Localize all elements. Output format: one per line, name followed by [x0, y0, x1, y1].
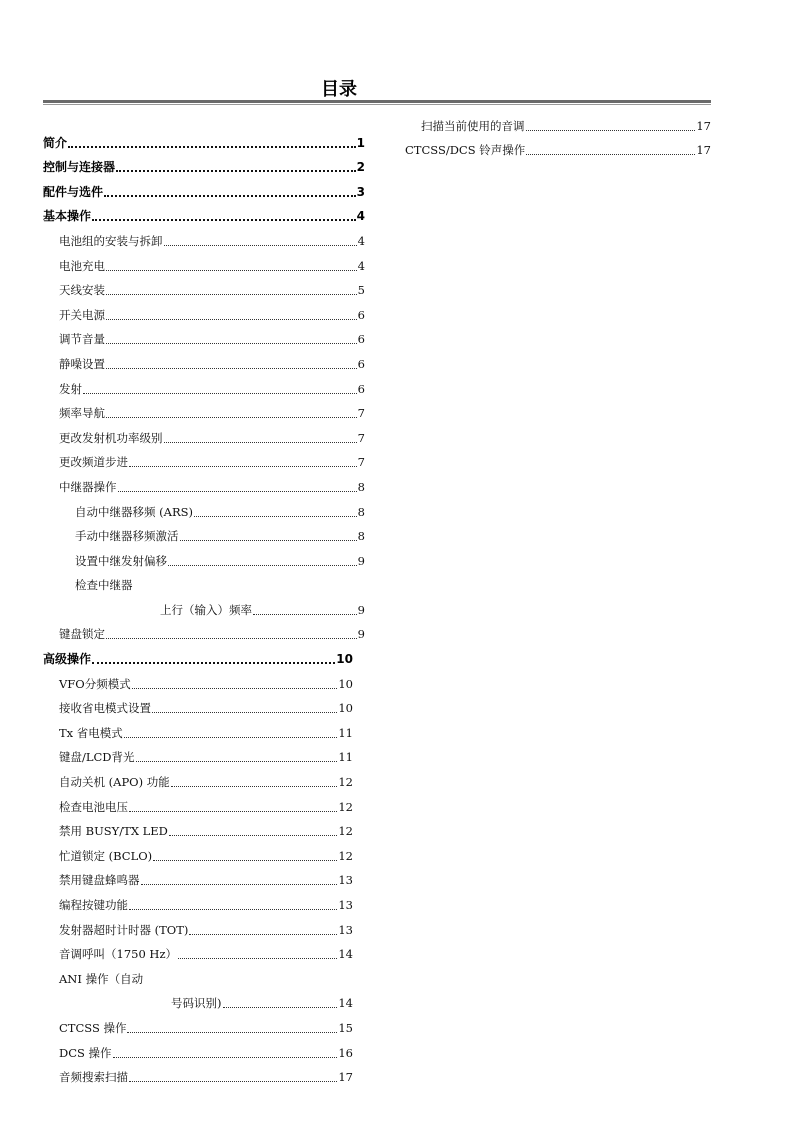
- toc-entry-label: 手动中继器移频激活: [75, 529, 179, 544]
- toc-entry-label: 键盘/LCD背光: [59, 750, 135, 765]
- toc-entry-label: 天线安装: [59, 283, 105, 298]
- toc-entry: [43, 839, 365, 864]
- toc-entry-page: 13: [338, 922, 353, 937]
- toc-entry-page: 13: [338, 898, 353, 912]
- toc-entry: [43, 224, 365, 249]
- toc-entry: [43, 274, 365, 299]
- toc-entry-label: 检查电池电压: [59, 799, 128, 814]
- toc-entry: [405, 134, 711, 158]
- toc-dot-leader: [127, 1032, 337, 1033]
- toc-entry-label: 开关电源: [59, 307, 105, 322]
- toc-entry: [43, 888, 365, 913]
- toc-entry-label: 禁用 BUSY/TX LED: [59, 824, 168, 839]
- toc-entry: [43, 815, 365, 840]
- toc-dot-leader: [164, 442, 357, 443]
- toc-dot-leader: [113, 1057, 338, 1058]
- toc-entry-page: 14: [338, 947, 353, 962]
- toc-entry-page: 17: [696, 143, 711, 157]
- toc-entry-label: 自动关机 (APO) 功能: [59, 775, 170, 790]
- toc-entry: [43, 249, 365, 274]
- toc-dot-leader: [116, 170, 356, 172]
- toc-entry-page: 10: [336, 652, 353, 667]
- toc-dot-leader: [164, 245, 357, 246]
- toc-entry-label: 电池充电: [59, 258, 105, 273]
- toc-entry-page: 3: [356, 184, 365, 199]
- toc-entry: [43, 1061, 365, 1086]
- toc-dot-leader: [129, 466, 357, 467]
- toc-entry-label: 发射器超时计时器 (TOT): [59, 922, 189, 937]
- toc-entry-page: 9: [357, 602, 365, 617]
- toc-entry-page: 12: [338, 799, 353, 814]
- toc-dot-leader: [189, 934, 337, 935]
- toc-entry-page: 12: [338, 775, 353, 790]
- toc-entry: [43, 962, 365, 987]
- toc-entry-label: 电池组的安装与拆卸: [59, 233, 163, 248]
- toc-entry-page: 6: [357, 332, 365, 347]
- toc-entry: [43, 347, 365, 372]
- toc-dot-leader: [92, 219, 356, 221]
- toc-entry-page: 15: [338, 1020, 353, 1035]
- toc-entry: [43, 864, 365, 889]
- toc-entry: [43, 200, 365, 225]
- toc-entry: [43, 421, 365, 446]
- toc-dot-leader: [106, 270, 357, 271]
- toc-entry-page: 11: [338, 750, 353, 765]
- toc-entry-page: 2: [356, 160, 365, 175]
- toc-entry-page: 12: [338, 824, 353, 839]
- toc-dot-leader: [171, 786, 338, 787]
- toc-entry: [43, 323, 365, 348]
- toc-entry-label: CTCSS 操作: [59, 1020, 127, 1035]
- toc-dot-leader: [168, 565, 357, 566]
- toc-entry: [43, 298, 365, 323]
- toc-entry-page: 10: [338, 676, 353, 691]
- toc-entry-label: 静噪设置: [59, 356, 105, 371]
- toc-entry-page: 8: [357, 479, 365, 494]
- toc-dot-leader: [106, 368, 357, 369]
- toc-entry-page: 12: [338, 848, 353, 863]
- toc-entry: [43, 1036, 365, 1061]
- toc-entry-label: 音调呼叫（1750 Hz）: [59, 947, 178, 962]
- toc-entry-label: 上行（输入）频率: [160, 602, 252, 617]
- toc-entry-label: 检查中继器: [75, 578, 133, 593]
- toc-entry-label: 更改频道步进: [59, 455, 128, 470]
- toc-entry: [43, 667, 365, 692]
- toc-right-column: [405, 110, 711, 158]
- toc-entry-label: 编程按键功能: [59, 898, 128, 912]
- toc-entry-page: 4: [357, 258, 365, 273]
- toc-entry-page: 6: [357, 356, 365, 371]
- toc-entry: [43, 151, 365, 176]
- toc-entry-label: 更改发射机功率级别: [59, 430, 163, 445]
- toc-entry-label: 自动中继器移频 (ARS): [75, 504, 193, 519]
- toc-entry-page: 7: [357, 455, 365, 470]
- toc-entry-label: 中继器操作: [59, 479, 117, 494]
- toc-entry-page: 6: [357, 381, 365, 396]
- toc-entry: [43, 175, 365, 200]
- toc-dot-leader: [106, 638, 357, 639]
- toc-entry: [43, 642, 365, 667]
- toc-dot-leader: [136, 761, 338, 762]
- toc-entry: [43, 987, 365, 1012]
- toc-entry: [43, 126, 365, 151]
- toc-entry-label: 高级操作: [43, 652, 92, 667]
- toc-dot-leader: [152, 712, 337, 713]
- toc-entry: [405, 110, 711, 134]
- title-rule-thin: [43, 104, 711, 105]
- toc-left-column: [43, 126, 365, 1085]
- toc-entry-page: 10: [338, 701, 353, 716]
- toc-entry-label: 调节音量: [59, 332, 105, 347]
- toc-dot-leader: [129, 909, 337, 910]
- toc-dot-leader: [526, 130, 696, 131]
- toc-entry: [43, 765, 365, 790]
- toc-entry-label: 设置中继发射偏移: [75, 553, 167, 568]
- toc-entry-page: 7: [357, 406, 365, 421]
- toc-dot-leader: [253, 614, 357, 615]
- toc-entry-label: DCS 操作: [59, 1045, 112, 1060]
- toc-entry: [43, 716, 365, 741]
- toc-entry-label: 频率导航: [59, 406, 105, 421]
- toc-entry-label: CTCSS/DCS 铃声操作: [405, 143, 526, 157]
- toc-dot-leader: [92, 662, 335, 664]
- toc-entry-page: 14: [338, 996, 353, 1011]
- toc-entry-label: 音频搜索扫描: [59, 1070, 128, 1085]
- toc-entry: [43, 470, 365, 495]
- toc-entry-page: 7: [357, 430, 365, 445]
- toc-dot-leader: [124, 737, 338, 738]
- toc-entry: [43, 913, 365, 938]
- toc-entry-label: 号码识别): [171, 996, 222, 1011]
- toc-entry: [43, 446, 365, 471]
- toc-entry: [43, 372, 365, 397]
- toc-dot-leader: [223, 1007, 338, 1008]
- toc-entry: [43, 520, 365, 545]
- toc-entry-label: 禁用键盘蜂鸣器: [59, 873, 140, 888]
- toc-entry-page: 8: [357, 529, 365, 544]
- toc-dot-leader: [106, 343, 357, 344]
- toc-entry: [43, 741, 365, 766]
- toc-entry: [43, 618, 365, 643]
- toc-dot-leader: [106, 294, 357, 295]
- toc-entry-page: 17: [338, 1070, 353, 1085]
- page-title: 目录: [321, 79, 357, 100]
- toc-entry-page: 9: [357, 553, 365, 568]
- toc-entry-label: Tx 省电模式: [59, 725, 123, 740]
- toc-entry-label: 基本操作: [43, 209, 92, 224]
- toc-entry-page: 6: [357, 307, 365, 322]
- toc-entry: [43, 397, 365, 422]
- toc-entry-label: 发射: [59, 381, 82, 396]
- toc-entry-label: 配件与选件: [43, 184, 104, 199]
- toc-entry: [43, 938, 365, 963]
- toc-entry: [43, 569, 365, 594]
- toc-entry-page: 11: [338, 725, 353, 740]
- toc-dot-leader: [104, 195, 356, 197]
- toc-entry: [43, 692, 365, 717]
- toc-entry-label: 控制与连接器: [43, 160, 116, 175]
- toc-dot-leader: [68, 146, 356, 148]
- toc-entry-label: 扫描当前使用的音调: [421, 119, 525, 133]
- toc-entry-label: 键盘锁定: [59, 627, 105, 642]
- toc-dot-leader: [118, 491, 357, 492]
- toc-entry-label: 接收省电模式设置: [59, 701, 151, 716]
- toc-dot-leader: [129, 811, 337, 812]
- toc-entry-page: 13: [338, 873, 353, 888]
- toc-entry-page: 4: [357, 233, 365, 248]
- toc-entry-page: 16: [338, 1045, 353, 1060]
- toc-entry-page: 5: [357, 283, 365, 298]
- toc-entry-label: ANI 操作（自动: [59, 971, 144, 986]
- toc-dot-leader: [132, 688, 338, 689]
- toc-dot-leader: [526, 154, 695, 155]
- toc-entry-label: 忙道锁定 (BCLO): [59, 848, 153, 863]
- toc-entry-page: 1: [356, 135, 365, 150]
- toc-entry-page: 9: [357, 627, 365, 642]
- toc-entry: [43, 790, 365, 815]
- toc-dot-leader: [180, 540, 357, 541]
- title-rule-thick: [43, 100, 711, 103]
- toc-entry-label: VFO分频模式: [59, 676, 131, 691]
- toc-entry: [43, 593, 365, 618]
- toc-entry-label: 简介: [43, 135, 68, 150]
- toc-dot-leader: [83, 393, 357, 394]
- toc-dot-leader: [178, 958, 337, 959]
- toc-dot-leader: [106, 417, 357, 418]
- toc-entry-page: 8: [357, 504, 365, 519]
- toc-dot-leader: [129, 1081, 337, 1082]
- toc-entry: [43, 1011, 365, 1036]
- toc-entry: [43, 544, 365, 569]
- toc-dot-leader: [153, 860, 337, 861]
- toc-entry-page: 17: [696, 119, 711, 133]
- toc-dot-leader: [141, 884, 338, 885]
- toc-entry: [43, 495, 365, 520]
- toc-dot-leader: [106, 319, 357, 320]
- toc-entry-page: 4: [356, 209, 365, 224]
- toc-dot-leader: [169, 835, 337, 836]
- toc-dot-leader: [194, 516, 357, 517]
